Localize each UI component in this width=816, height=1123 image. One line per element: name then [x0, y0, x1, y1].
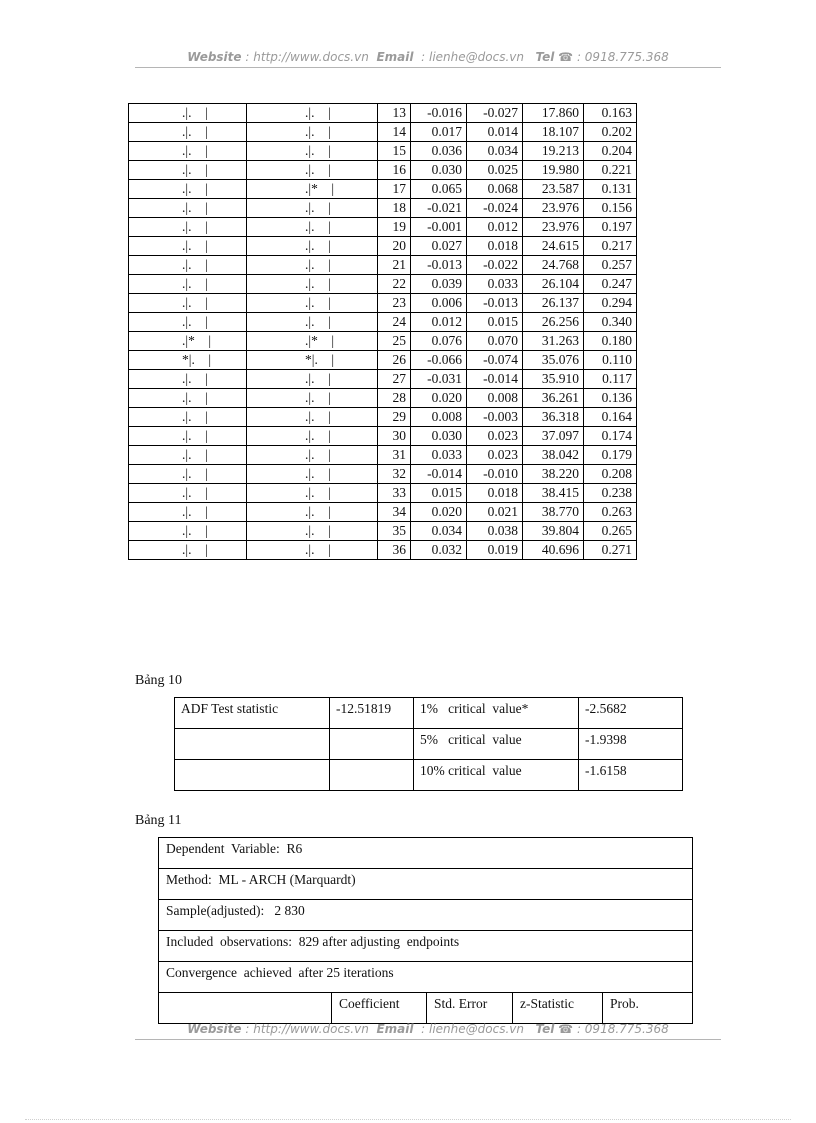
regression-header-cell: Prob.	[603, 993, 693, 1024]
partial-correlation-bar	[247, 351, 378, 370]
tel-number: : 0918.775.368	[576, 1022, 669, 1036]
cell-lag: 18	[378, 199, 411, 218]
autocorrelation-bar	[129, 370, 247, 389]
correlogram-row	[129, 503, 637, 522]
pac-bar-text: .|. |	[305, 390, 331, 405]
cell-prob: 0.202	[584, 123, 637, 142]
autocorrelation-bar	[129, 313, 247, 332]
correlogram-row	[129, 370, 637, 389]
cell-ac-val: -0.021	[411, 199, 467, 218]
page-footer	[135, 1022, 721, 1036]
page-bottom-dots	[25, 1119, 791, 1120]
partial-correlation-bar	[247, 142, 378, 161]
cell-lag: 31	[378, 446, 411, 465]
regression-info-cell: Dependent Variable: R6	[159, 838, 693, 869]
correlogram-row	[129, 389, 637, 408]
cell-q: 17.860	[523, 104, 584, 123]
cell-lag: 32	[378, 465, 411, 484]
partial-correlation-bar	[247, 294, 378, 313]
cell-pac-val: 0.018	[467, 484, 523, 503]
cell-ac-val: -0.066	[411, 351, 467, 370]
correlogram-row	[129, 123, 637, 142]
cell-prob: 0.136	[584, 389, 637, 408]
cell-prob: 0.247	[584, 275, 637, 294]
cell-prob: 0.221	[584, 161, 637, 180]
ac-bar-text: .|. |	[182, 276, 208, 291]
correlogram-row	[129, 294, 637, 313]
tel-label: Tel	[535, 50, 555, 64]
cell-lag: 26	[378, 351, 411, 370]
cell-q: 18.107	[523, 123, 584, 142]
cell-pac-val: -0.010	[467, 465, 523, 484]
correlogram-row	[129, 332, 637, 351]
correlogram-row	[129, 161, 637, 180]
tel-number: : 0918.775.368	[576, 50, 669, 64]
ac-bar-text: .|. |	[182, 257, 208, 272]
adf-cell: -1.9398	[579, 729, 683, 760]
partial-correlation-bar	[247, 541, 378, 560]
ac-bar-text: .|. |	[182, 105, 208, 120]
cell-lag: 14	[378, 123, 411, 142]
cell-pac-val: 0.038	[467, 522, 523, 541]
partial-correlation-bar	[247, 465, 378, 484]
cell-lag: 13	[378, 104, 411, 123]
cell-pac-val: -0.003	[467, 408, 523, 427]
pac-bar-text: .|. |	[305, 504, 331, 519]
cell-q: 40.696	[523, 541, 584, 560]
autocorrelation-bar	[129, 408, 247, 427]
correlogram-row	[129, 180, 637, 199]
adf-cell: -2.5682	[579, 698, 683, 729]
pac-bar-text: .|. |	[305, 105, 331, 120]
cell-lag: 35	[378, 522, 411, 541]
cell-prob: 0.271	[584, 541, 637, 560]
pac-bar-text: .|. |	[305, 257, 331, 272]
autocorrelation-bar	[129, 484, 247, 503]
cell-q: 38.220	[523, 465, 584, 484]
ac-bar-text: .|. |	[182, 409, 208, 424]
correlogram-row	[129, 142, 637, 161]
email-address[interactable]: : lienhe@docs.vn	[421, 50, 524, 64]
correlogram-row	[129, 275, 637, 294]
cell-ac-val: 0.008	[411, 408, 467, 427]
cell-pac-val: 0.034	[467, 142, 523, 161]
cell-prob: 0.179	[584, 446, 637, 465]
cell-prob: 0.265	[584, 522, 637, 541]
cell-ac-val: 0.039	[411, 275, 467, 294]
regression-header-cell	[159, 993, 332, 1024]
website-label: Website	[187, 50, 242, 64]
correlogram-row	[129, 522, 637, 541]
adf-row	[175, 760, 683, 791]
ac-bar-text: .|. |	[182, 504, 208, 519]
cell-pac-val: -0.027	[467, 104, 523, 123]
adf-cell: -12.51819	[330, 698, 414, 729]
autocorrelation-bar	[129, 427, 247, 446]
autocorrelation-bar	[129, 446, 247, 465]
partial-correlation-bar	[247, 484, 378, 503]
autocorrelation-bar	[129, 256, 247, 275]
correlogram-row	[129, 408, 637, 427]
autocorrelation-bar	[129, 180, 247, 199]
partial-correlation-bar	[247, 427, 378, 446]
pac-bar-text: .|. |	[305, 314, 331, 329]
cell-ac-val: 0.034	[411, 522, 467, 541]
cell-lag: 22	[378, 275, 411, 294]
correlogram-row	[129, 237, 637, 256]
cell-q: 24.768	[523, 256, 584, 275]
adf-cell	[175, 729, 330, 760]
ac-bar-text: .|. |	[182, 485, 208, 500]
ac-bar-text: .|. |	[182, 466, 208, 481]
pac-bar-text: .|. |	[305, 485, 331, 500]
ac-bar-text: .|. |	[182, 428, 208, 443]
correlogram-row	[129, 446, 637, 465]
pac-bar-text: *|. |	[305, 352, 335, 367]
partial-correlation-bar	[247, 123, 378, 142]
pac-bar-text: .|. |	[305, 409, 331, 424]
cell-prob: 0.174	[584, 427, 637, 446]
regression-info-row	[159, 869, 693, 900]
page-header	[135, 50, 721, 64]
cell-ac-val: 0.030	[411, 427, 467, 446]
partial-correlation-bar	[247, 313, 378, 332]
correlogram-row	[129, 541, 637, 560]
correlogram-row	[129, 104, 637, 123]
pac-bar-text: .|. |	[305, 219, 331, 234]
cell-pac-val: 0.025	[467, 161, 523, 180]
ac-bar-text: .|. |	[182, 219, 208, 234]
partial-correlation-bar	[247, 199, 378, 218]
regression-info-cell: Sample(adjusted): 2 830	[159, 900, 693, 931]
adf-row	[175, 729, 683, 760]
regression-info-row	[159, 900, 693, 931]
cell-pac-val: 0.012	[467, 218, 523, 237]
cell-pac-val: 0.033	[467, 275, 523, 294]
cell-pac-val: 0.008	[467, 389, 523, 408]
partial-correlation-bar	[247, 446, 378, 465]
cell-q: 24.615	[523, 237, 584, 256]
adf-table-body	[175, 698, 683, 791]
cell-ac-val: -0.001	[411, 218, 467, 237]
autocorrelation-bar	[129, 237, 247, 256]
cell-pac-val: 0.068	[467, 180, 523, 199]
autocorrelation-bar	[129, 541, 247, 560]
cell-pac-val: 0.018	[467, 237, 523, 256]
cell-pac-val: -0.024	[467, 199, 523, 218]
cell-ac-val: -0.014	[411, 465, 467, 484]
cell-q: 23.587	[523, 180, 584, 199]
cell-pac-val: -0.013	[467, 294, 523, 313]
cell-ac-val: 0.020	[411, 389, 467, 408]
ac-bar-text: .|. |	[182, 542, 208, 557]
cell-q: 36.318	[523, 408, 584, 427]
cell-q: 23.976	[523, 199, 584, 218]
regression-table-body	[159, 838, 693, 1024]
partial-correlation-bar	[247, 180, 378, 199]
cell-prob: 0.263	[584, 503, 637, 522]
adf-cell: 5% critical value	[414, 729, 579, 760]
partial-correlation-bar	[247, 408, 378, 427]
cell-pac-val: 0.014	[467, 123, 523, 142]
cell-ac-val: -0.031	[411, 370, 467, 389]
cell-lag: 21	[378, 256, 411, 275]
cell-prob: 0.117	[584, 370, 637, 389]
ac-bar-text: *|. |	[182, 352, 212, 367]
correlogram-row	[129, 351, 637, 370]
cell-q: 38.042	[523, 446, 584, 465]
correlogram-body	[129, 104, 637, 560]
partial-correlation-bar	[247, 161, 378, 180]
partial-correlation-bar	[247, 218, 378, 237]
arch-regression-table	[158, 837, 693, 1024]
cell-prob: 0.208	[584, 465, 637, 484]
cell-ac-val: 0.015	[411, 484, 467, 503]
cell-prob: 0.110	[584, 351, 637, 370]
cell-pac-val: 0.023	[467, 446, 523, 465]
regression-header-cell: z-Statistic	[513, 993, 603, 1024]
correlogram-table	[128, 103, 637, 560]
autocorrelation-bar	[129, 161, 247, 180]
cell-lag: 17	[378, 180, 411, 199]
pac-bar-text: .|. |	[305, 276, 331, 291]
ac-bar-text: .|. |	[182, 200, 208, 215]
cell-ac-val: 0.027	[411, 237, 467, 256]
pac-bar-text: .|* |	[305, 181, 335, 196]
website-label: Website	[187, 1022, 242, 1036]
cell-ac-val: 0.032	[411, 541, 467, 560]
cell-prob: 0.163	[584, 104, 637, 123]
autocorrelation-bar	[129, 275, 247, 294]
autocorrelation-bar	[129, 199, 247, 218]
cell-lag: 23	[378, 294, 411, 313]
cell-prob: 0.197	[584, 218, 637, 237]
cell-q: 35.910	[523, 370, 584, 389]
cell-lag: 25	[378, 332, 411, 351]
cell-ac-val: 0.036	[411, 142, 467, 161]
cell-ac-val: 0.017	[411, 123, 467, 142]
partial-correlation-bar	[247, 256, 378, 275]
pac-bar-text: .|. |	[305, 371, 331, 386]
cell-lag: 27	[378, 370, 411, 389]
cell-q: 35.076	[523, 351, 584, 370]
phone-icon: ☎	[558, 1022, 574, 1036]
ac-bar-text: .|. |	[182, 124, 208, 139]
cell-lag: 20	[378, 237, 411, 256]
pac-bar-text: .|. |	[305, 428, 331, 443]
partial-correlation-bar	[247, 104, 378, 123]
cell-pac-val: -0.074	[467, 351, 523, 370]
cell-q: 26.137	[523, 294, 584, 313]
cell-ac-val: 0.076	[411, 332, 467, 351]
autocorrelation-bar	[129, 332, 247, 351]
regression-info-cell: Method: ML - ARCH (Marquardt)	[159, 869, 693, 900]
website-url[interactable]: : http://www.docs.vn	[245, 1022, 369, 1036]
cell-q: 39.804	[523, 522, 584, 541]
cell-prob: 0.238	[584, 484, 637, 503]
cell-pac-val: 0.070	[467, 332, 523, 351]
correlogram-row	[129, 256, 637, 275]
cell-q: 36.261	[523, 389, 584, 408]
cell-prob: 0.257	[584, 256, 637, 275]
ac-bar-text: .|. |	[182, 181, 208, 196]
pac-bar-text: .|. |	[305, 162, 331, 177]
regression-info-cell: Convergence achieved after 25 iterations	[159, 962, 693, 993]
adf-cell	[330, 760, 414, 791]
autocorrelation-bar	[129, 142, 247, 161]
pac-bar-text: .|. |	[305, 124, 331, 139]
tel-label: Tel	[535, 1022, 555, 1036]
regression-header-row	[159, 993, 693, 1024]
adf-cell: ADF Test statistic	[175, 698, 330, 729]
cell-prob: 0.156	[584, 199, 637, 218]
pac-bar-text: .|. |	[305, 542, 331, 557]
cell-lag: 34	[378, 503, 411, 522]
autocorrelation-bar	[129, 351, 247, 370]
regression-info-row	[159, 838, 693, 869]
adf-cell	[175, 760, 330, 791]
partial-correlation-bar	[247, 503, 378, 522]
cell-pac-val: -0.014	[467, 370, 523, 389]
autocorrelation-bar	[129, 503, 247, 522]
ac-bar-text: .|. |	[182, 371, 208, 386]
cell-ac-val: 0.030	[411, 161, 467, 180]
cell-lag: 28	[378, 389, 411, 408]
cell-lag: 33	[378, 484, 411, 503]
autocorrelation-bar	[129, 294, 247, 313]
cell-lag: 36	[378, 541, 411, 560]
cell-prob: 0.340	[584, 313, 637, 332]
ac-bar-text: .|* |	[182, 333, 212, 348]
autocorrelation-bar	[129, 123, 247, 142]
adf-test-table	[174, 697, 683, 791]
correlogram-row	[129, 465, 637, 484]
correlogram-row	[129, 199, 637, 218]
autocorrelation-bar	[129, 389, 247, 408]
cell-pac-val: -0.022	[467, 256, 523, 275]
footer-rule	[135, 1039, 721, 1040]
regression-header-cell: Std. Error	[427, 993, 513, 1024]
email-address[interactable]: : lienhe@docs.vn	[421, 1022, 524, 1036]
cell-ac-val: -0.016	[411, 104, 467, 123]
website-url[interactable]: : http://www.docs.vn	[245, 50, 369, 64]
cell-lag: 15	[378, 142, 411, 161]
cell-pac-val: 0.019	[467, 541, 523, 560]
adf-cell: 10% critical value	[414, 760, 579, 791]
cell-q: 31.263	[523, 332, 584, 351]
phone-icon: ☎	[558, 50, 574, 64]
cell-q: 26.256	[523, 313, 584, 332]
table10-caption: Bảng 10	[135, 673, 183, 688]
ac-bar-text: .|. |	[182, 314, 208, 329]
cell-prob: 0.294	[584, 294, 637, 313]
cell-q: 26.104	[523, 275, 584, 294]
ac-bar-text: .|. |	[182, 447, 208, 462]
cell-lag: 16	[378, 161, 411, 180]
correlogram-row	[129, 313, 637, 332]
pac-bar-text: .|* |	[305, 333, 335, 348]
email-label: Email	[376, 1022, 414, 1036]
header-rule	[135, 67, 721, 68]
cell-q: 37.097	[523, 427, 584, 446]
cell-q: 19.213	[523, 142, 584, 161]
cell-pac-val: 0.015	[467, 313, 523, 332]
cell-lag: 30	[378, 427, 411, 446]
ac-bar-text: .|. |	[182, 162, 208, 177]
partial-correlation-bar	[247, 522, 378, 541]
cell-prob: 0.131	[584, 180, 637, 199]
regression-info-row	[159, 931, 693, 962]
table11-caption: Bảng 11	[135, 813, 182, 828]
regression-header-cell: Coefficient	[332, 993, 427, 1024]
autocorrelation-bar	[129, 522, 247, 541]
cell-q: 19.980	[523, 161, 584, 180]
autocorrelation-bar	[129, 218, 247, 237]
correlogram-row	[129, 218, 637, 237]
cell-lag: 24	[378, 313, 411, 332]
cell-prob: 0.217	[584, 237, 637, 256]
pac-bar-text: .|. |	[305, 295, 331, 310]
cell-ac-val: 0.012	[411, 313, 467, 332]
correlogram-row	[129, 427, 637, 446]
ac-bar-text: .|. |	[182, 238, 208, 253]
cell-pac-val: 0.023	[467, 427, 523, 446]
ac-bar-text: .|. |	[182, 295, 208, 310]
regression-info-row	[159, 962, 693, 993]
cell-prob: 0.180	[584, 332, 637, 351]
pac-bar-text: .|. |	[305, 447, 331, 462]
pac-bar-text: .|. |	[305, 523, 331, 538]
cell-lag: 29	[378, 408, 411, 427]
pac-bar-text: .|. |	[305, 143, 331, 158]
adf-cell: 1% critical value*	[414, 698, 579, 729]
pac-bar-text: .|. |	[305, 466, 331, 481]
pac-bar-text: .|. |	[305, 238, 331, 253]
cell-ac-val: -0.013	[411, 256, 467, 275]
autocorrelation-bar	[129, 104, 247, 123]
ac-bar-text: .|. |	[182, 523, 208, 538]
ac-bar-text: .|. |	[182, 143, 208, 158]
regression-info-cell: Included observations: 829 after adjusting endpoints	[159, 931, 693, 962]
cell-prob: 0.164	[584, 408, 637, 427]
correlogram-row	[129, 484, 637, 503]
cell-q: 23.976	[523, 218, 584, 237]
cell-ac-val: 0.020	[411, 503, 467, 522]
email-label: Email	[376, 50, 414, 64]
cell-pac-val: 0.021	[467, 503, 523, 522]
partial-correlation-bar	[247, 275, 378, 294]
partial-correlation-bar	[247, 389, 378, 408]
adf-cell	[330, 729, 414, 760]
cell-lag: 19	[378, 218, 411, 237]
cell-ac-val: 0.033	[411, 446, 467, 465]
partial-correlation-bar	[247, 370, 378, 389]
adf-cell: -1.6158	[579, 760, 683, 791]
cell-ac-val: 0.006	[411, 294, 467, 313]
adf-row	[175, 698, 683, 729]
partial-correlation-bar	[247, 332, 378, 351]
cell-ac-val: 0.065	[411, 180, 467, 199]
cell-q: 38.770	[523, 503, 584, 522]
partial-correlation-bar	[247, 237, 378, 256]
pac-bar-text: .|. |	[305, 200, 331, 215]
cell-prob: 0.204	[584, 142, 637, 161]
ac-bar-text: .|. |	[182, 390, 208, 405]
cell-q: 38.415	[523, 484, 584, 503]
autocorrelation-bar	[129, 465, 247, 484]
